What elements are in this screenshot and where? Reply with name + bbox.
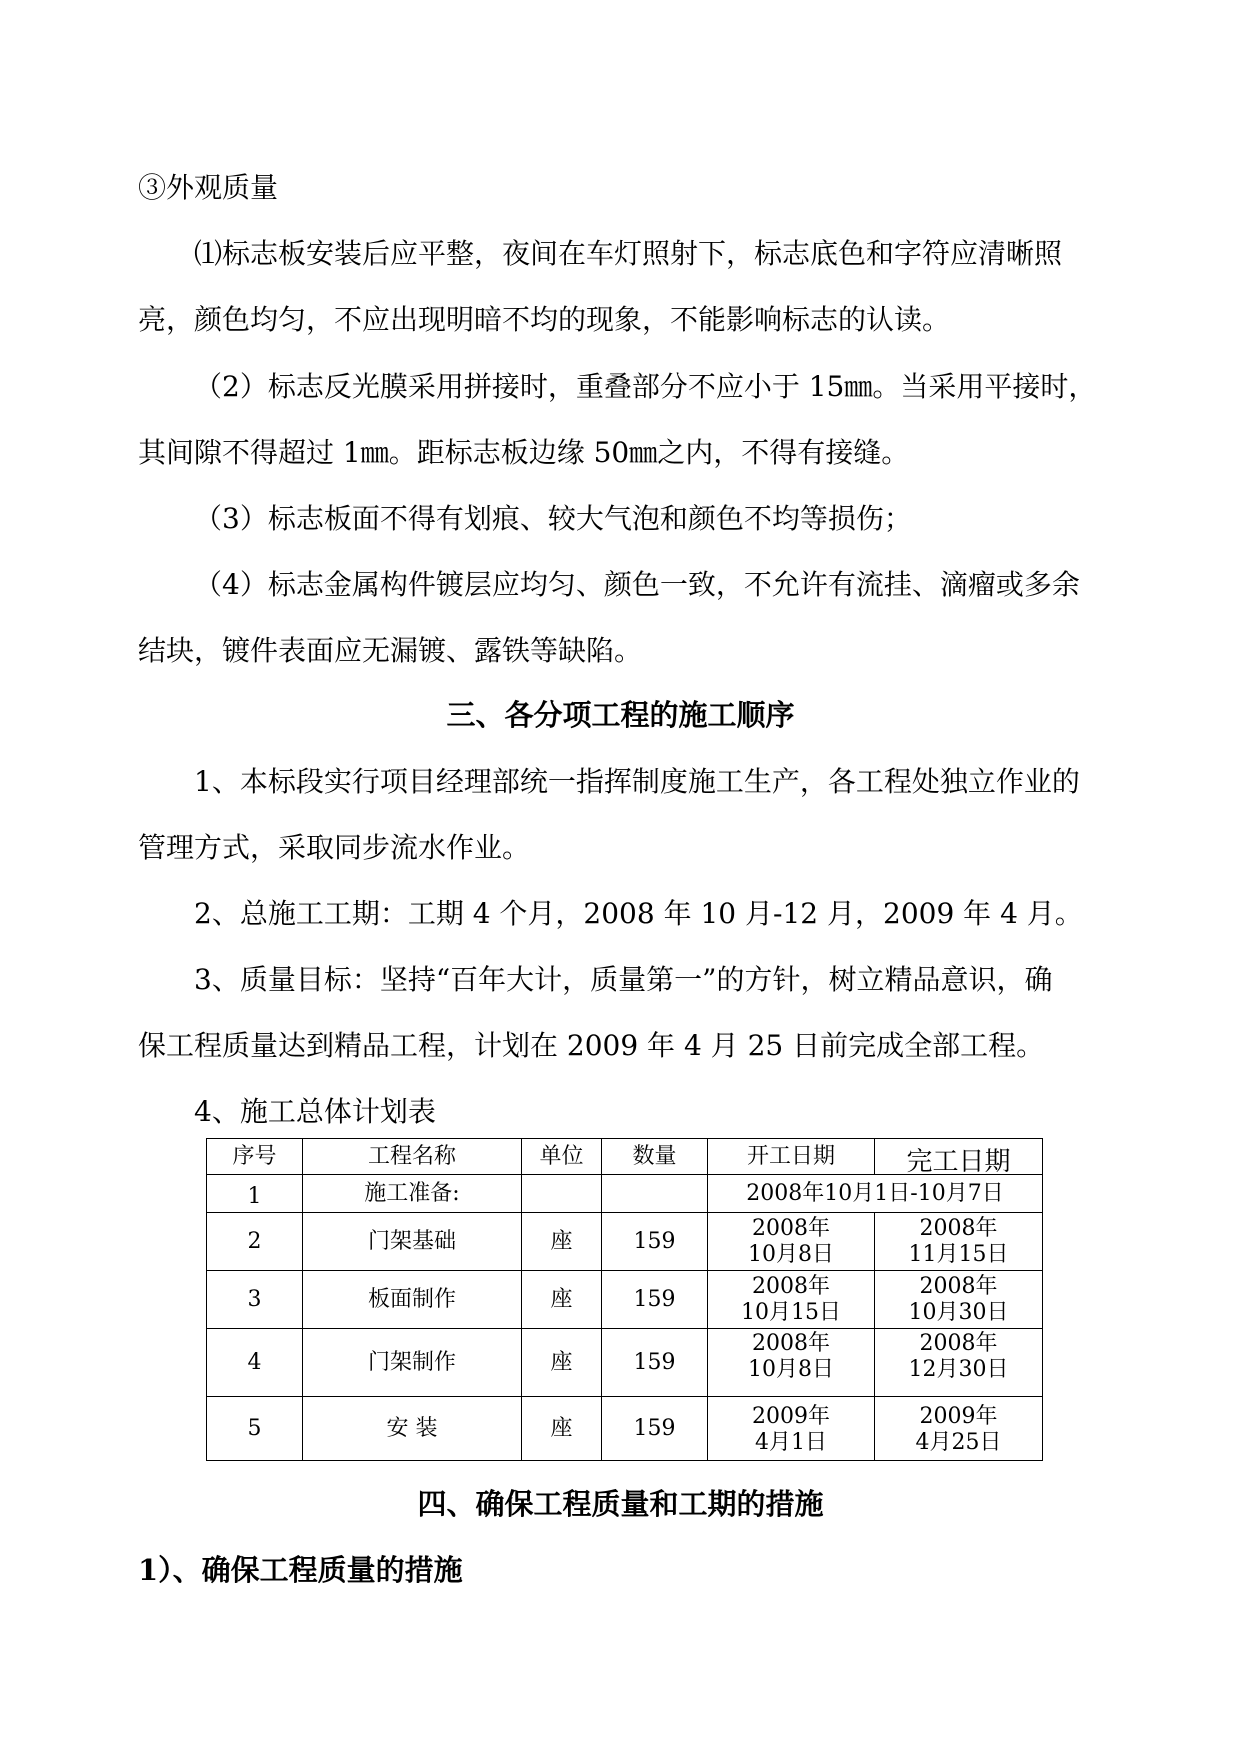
end-day: 12月30日 (908, 1357, 1009, 1382)
header-no: 序号 (207, 1139, 303, 1175)
appearance-item-3: （3）标志板面不得有划痕、较大气泡和颜色不均等损伤； (194, 502, 912, 535)
cell-qty: 159 (602, 1329, 708, 1397)
cell-start-date (708, 1213, 875, 1271)
section-four-subheading: 1）、确保工程质量的措施 (138, 1553, 463, 1587)
cell-unit (522, 1175, 602, 1213)
cell-start-date (708, 1329, 875, 1397)
cell-no: 4 (207, 1329, 303, 1397)
cell-unit: 座 (522, 1213, 602, 1271)
start-year: 2008年 (752, 1331, 830, 1356)
section-title-appearance: ③外观质量 (138, 171, 279, 204)
section-three-p4: 4、施工总体计划表 (194, 1095, 436, 1128)
table-row (207, 1271, 1043, 1329)
end-day: 10月30日 (908, 1299, 1009, 1325)
cell-end-date (875, 1397, 1043, 1461)
start-day: 4月1日 (755, 1430, 827, 1455)
header-qty: 数量 (602, 1139, 708, 1175)
start-day: 10月8日 (748, 1241, 834, 1267)
cell-unit: 座 (522, 1271, 602, 1329)
cell-qty: 159 (602, 1397, 708, 1461)
table-row (207, 1329, 1043, 1397)
header-end-date-text: 完工日期 (906, 1146, 1011, 1177)
end-year: 2008年 (919, 1273, 998, 1299)
header-end-date (875, 1139, 1043, 1175)
table-row (207, 1213, 1043, 1271)
cell-name: 板面制作 (303, 1271, 522, 1329)
cell-dates-merged: 2008年10月1日-10月7日 (708, 1175, 1043, 1213)
cell-no: 3 (207, 1271, 303, 1329)
cell-no: 5 (207, 1397, 303, 1461)
construction-plan-table (206, 1138, 1043, 1461)
start-day: 10月8日 (748, 1357, 834, 1382)
table-row (207, 1175, 1043, 1213)
section-three-p3-line-2: 保工程质量达到精品工程，计划在 2009 年 4 月 25 日前完成全部工程。 (138, 1029, 1045, 1062)
cell-unit: 座 (522, 1397, 602, 1461)
table-header-row (207, 1139, 1043, 1175)
cell-end-date (875, 1271, 1043, 1329)
cell-qty: 159 (602, 1213, 708, 1271)
cell-qty (602, 1175, 708, 1213)
cell-name: 安 装 (303, 1397, 522, 1461)
end-year: 2009年 (919, 1404, 998, 1429)
header-unit: 单位 (522, 1139, 602, 1175)
end-year: 2008年 (919, 1215, 998, 1241)
section-four-heading: 四、确保工程质量和工期的措施 (417, 1487, 824, 1521)
cell-name: 门架基础 (303, 1213, 522, 1271)
cell-name: 门架制作 (303, 1329, 522, 1397)
section-three-p2: 2、总施工工期：工期 4 个月，2008 年 10 月-12 月，2009 年 4 月。 (194, 897, 1083, 930)
table-row (207, 1397, 1043, 1461)
section-three-heading: 三、各分项工程的施工顺序 (446, 698, 795, 732)
cell-unit: 座 (522, 1329, 602, 1397)
start-year: 2008年 (752, 1215, 830, 1241)
cell-end-date (875, 1213, 1043, 1271)
appearance-item-2-line-2: 其间隙不得超过 1㎜。距标志板边缘 50㎜之内，不得有接缝。 (138, 436, 910, 469)
start-year: 2009年 (752, 1404, 830, 1429)
cell-no: 1 (207, 1175, 303, 1213)
start-year: 2008年 (752, 1273, 830, 1299)
end-day: 4月25日 (915, 1430, 1002, 1455)
appearance-item-1-line-1: ⑴标志板安装后应平整，夜间在车灯照射下，标志底色和字符应清晰照 (194, 237, 1063, 270)
cell-start-date (708, 1397, 875, 1461)
header-name: 工程名称 (303, 1139, 522, 1175)
cell-qty: 159 (602, 1271, 708, 1329)
header-start-date: 开工日期 (708, 1139, 875, 1175)
section-three-p1-line-1: 1、本标段实行项目经理部统一指挥制度施工生产，各工程处独立作业的 (194, 765, 1080, 798)
appearance-item-4-line-1: （4）标志金属构件镀层应均匀、颜色一致，不允许有流挂、滴瘤或多余 (194, 568, 1080, 601)
appearance-item-2-line-1: （2）标志反光膜采用拼接时，重叠部分不应小于 15㎜。当采用平接时， (194, 370, 1097, 403)
end-day: 11月15日 (908, 1241, 1009, 1267)
start-day: 10月15日 (741, 1299, 841, 1325)
appearance-item-1-line-2: 亮，颜色均匀，不应出现明暗不均的现象，不能影响标志的认读。 (138, 303, 951, 336)
cell-no: 2 (207, 1213, 303, 1271)
section-three-p3-line-1: 3、质量目标：坚持“百年大计，质量第一”的方针，树立精品意识，确 (194, 963, 1053, 996)
end-year: 2008年 (919, 1331, 998, 1356)
cell-name: 施工准备: (303, 1175, 522, 1213)
appearance-item-4-line-2: 结块，镀件表面应无漏镀、露铁等缺陷。 (138, 634, 643, 667)
cell-start-date (708, 1271, 875, 1329)
section-three-p1-line-2: 管理方式，采取同步流水作业。 (138, 831, 531, 864)
cell-end-date (875, 1329, 1043, 1397)
